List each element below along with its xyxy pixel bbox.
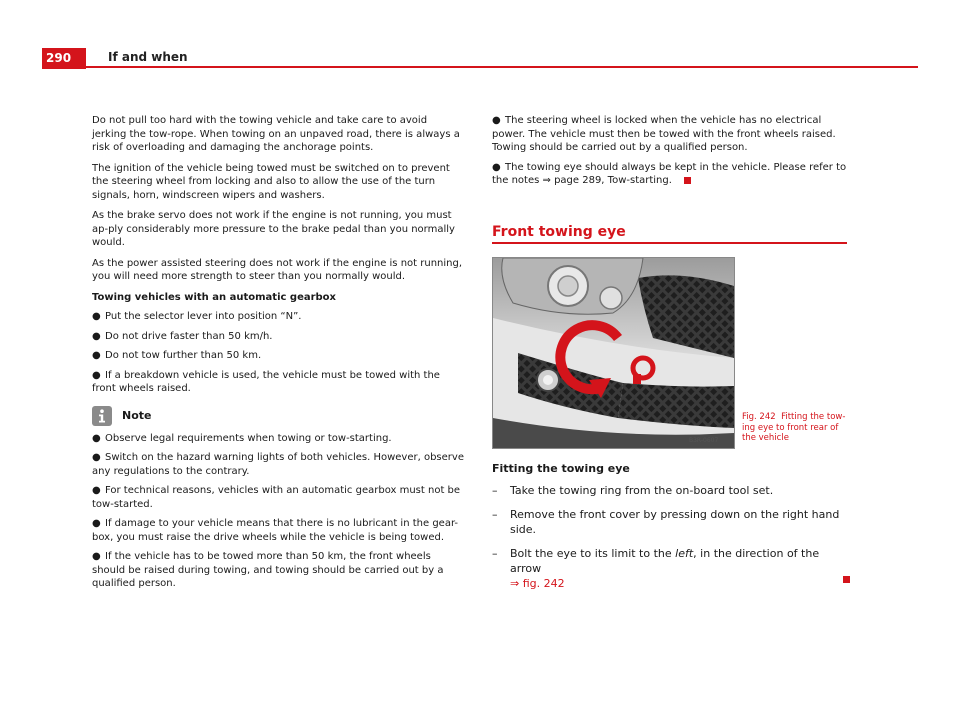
list-item: ● The towing eye should always be kept in the vehicle. Please refer to the notes ⇒ page 289, Tow-starting. — [492, 161, 847, 186]
figure-code: B3R-0607 — [689, 437, 719, 444]
towing-eye-figure — [492, 257, 735, 449]
section-rule — [492, 242, 847, 244]
bullet-icon: ● — [92, 369, 101, 381]
list-item: ● Do not drive faster than 50 km/h. — [92, 330, 273, 342]
bullet-icon: ● — [492, 161, 501, 173]
dash-icon: – — [492, 508, 498, 521]
bullet-icon: ● — [92, 518, 101, 529]
figure-label: Fig. 242 — [742, 412, 776, 422]
chapter-title: If and when — [108, 50, 188, 64]
list-item: – Take the towing ring from the on-board tool set. — [492, 484, 774, 497]
bullet-icon: ● — [92, 452, 101, 463]
paragraph: As the brake servo does not work if the engine is not running, you must ap-ply considerably more pressure to the brake pedal than you normally would. — [92, 210, 455, 248]
bullet-icon: ● — [92, 551, 101, 562]
end-marker-icon — [684, 177, 691, 184]
list-item: ● If damage to your vehicle means that there is no lubricant in the gear-box, you must raise the drive wheels while the vehicle is being towed. — [92, 518, 459, 543]
towing-eye-steps — [492, 462, 852, 600]
list-item: ● Do not tow further than 50 km. — [92, 350, 262, 361]
list-item: ● Switch on the hazard warning lights of both vehicles. However, observe any regulations to the contrary. — [92, 452, 464, 477]
list-item: – Bolt the eye to its limit to the left, in the direction of the arrow ⇒ fig. 242 — [492, 546, 852, 591]
steps-heading: Fitting the towing eye — [492, 462, 630, 475]
list-item: – Remove the front cover by pressing down on the right hand side. — [492, 508, 840, 536]
bullet-icon: ● — [92, 311, 101, 322]
left-column — [92, 114, 464, 597]
page-number: 290 — [42, 48, 86, 69]
list-item: ● For technical reasons, vehicles with an automatic gearbox must not be tow-started. — [92, 485, 461, 510]
figure-link[interactable]: ⇒ fig. 242 — [510, 577, 565, 590]
header-rule — [86, 66, 918, 68]
dash-icon: – — [492, 484, 498, 497]
figure-caption-text: Fitting the tow-ing eye to front rear of the vehicle — [742, 412, 846, 443]
paragraph: As the power assisted steering does not work if the engine is not running, you will need more strength to steer than you normally would. — [92, 257, 463, 282]
bullet-icon: ● — [492, 115, 501, 126]
list-item: ● If the vehicle has to be towed more than 50 km, the front wheels should be raised during towing, and towing should be carried out by a qualified person. — [92, 551, 444, 589]
list-item: ● Observe legal requirements when towing or tow-starting. — [92, 432, 392, 444]
paragraph: The ignition of the vehicle being towed must be switched on to prevent the steering wheel from locking and also to allow the use of the turn signals, horn, windscreen wipers and washers. — [92, 162, 450, 201]
bullet-icon: ● — [92, 350, 101, 361]
bullet-icon: ● — [92, 485, 101, 496]
section-title: Front towing eye — [492, 224, 626, 240]
list-item: ● Put the selector lever into position “N”. — [92, 311, 302, 322]
list-item: ● The steering wheel is locked when the vehicle has no electrical power. The vehicle must then be towed with the front wheels raised. Towing should be carried out by a qualified person. — [492, 115, 836, 153]
automatic-gearbox-heading: Towing vehicles with an automatic gearbox — [92, 291, 337, 303]
bullet-icon: ● — [92, 330, 101, 342]
figure-caption — [742, 412, 852, 444]
list-item: ● If a breakdown vehicle is used, the vehicle must be towed with the front wheels raised. — [92, 369, 440, 394]
paragraph: Do not pull too hard with the towing vehicle and take care to avoid jerking the tow-rope. When towing on an unpaved road, there is always a risk of overloading and damaging the anchorage points. — [92, 115, 460, 153]
car-front-illustration — [493, 258, 734, 448]
right-column — [492, 114, 852, 194]
end-marker-icon — [843, 576, 850, 583]
dash-icon: – — [492, 547, 498, 560]
bullet-icon: ● — [92, 432, 101, 444]
info-icon — [92, 406, 112, 426]
note-header — [92, 406, 464, 426]
note-title: Note — [122, 408, 152, 422]
